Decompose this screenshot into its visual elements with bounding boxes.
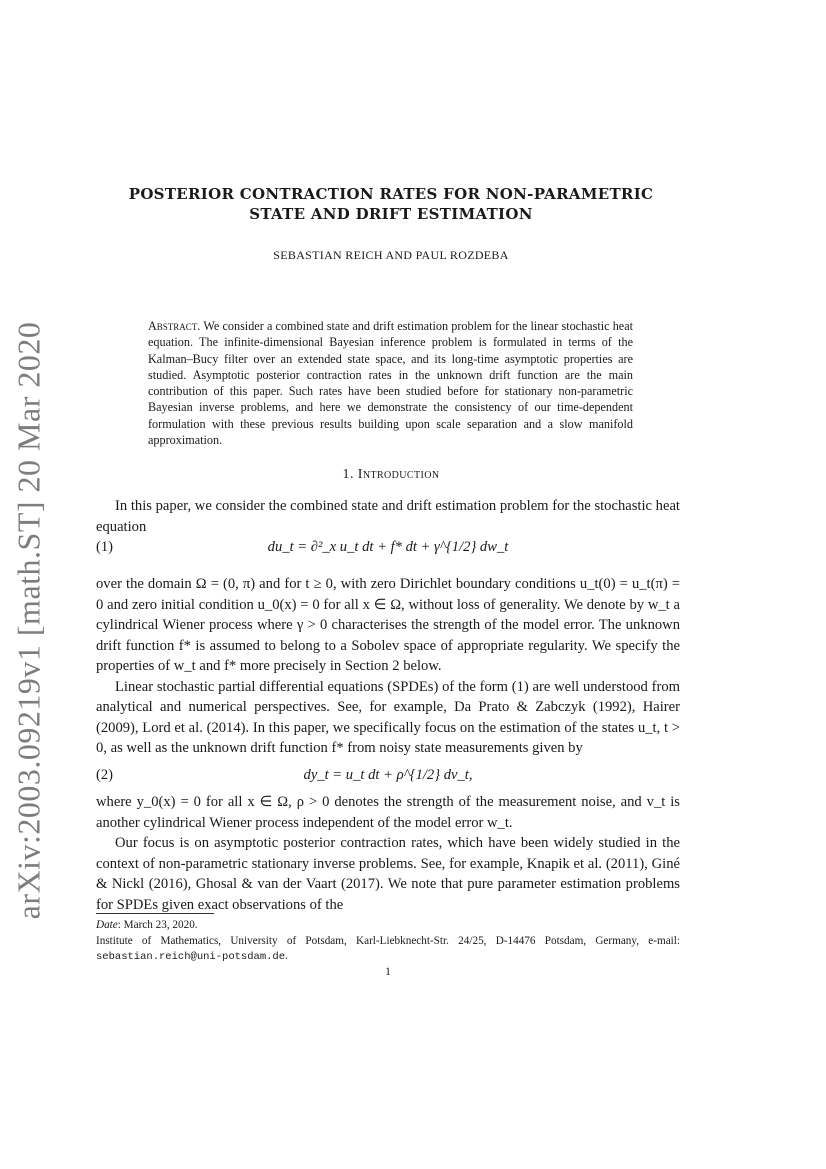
equation-1	[96, 539, 680, 561]
footnote-date	[96, 918, 680, 934]
equation-1-body: du_t = ∂²_x u_t dt + f* dt + γ^{1/2} dw_t	[267, 539, 509, 555]
email-end: .	[285, 950, 288, 962]
footnote	[96, 918, 680, 966]
abstract-text: We consider a combined state and drift estimation problem for the linear stochastic heat equation. The infinite-dimensional Bayesian inference problem is formulated in terms of the Kalman–Bucy filter over an extended state space, and its long-time asymptotic properties are studied. Asymptotic posterior contraction rates in the unknown drift function are the main contribution of this paper. Such rates have been studied before for stationary non-parametric Bayesian inverse problems, and here we demonstrate the consistency of our time-dependent formulation with these previous results building upon scale separation and a slow manifold approximation.	[148, 319, 634, 448]
equation-2	[96, 767, 680, 789]
intro-paragraph-2: over the domain Ω = (0, π) and for t ≥ 0, with zero Dirichlet boundary conditions u_t(0) = u_t(π) = 0 and zero initial condition u_0(x) = 0 for all x ∈ Ω, without loss of generality. We denote by w_t a cylindrical Wiener process where γ > 0 characterises the strength of the model error. The unknown drift function f* is assumed to belong to a Sobolev space of appropriate regularity. We specify the properties of w_t and f* more precisely in Section 2 below.	[96, 576, 680, 674]
authors: SEBASTIAN REICH AND PAUL ROZDEBA	[273, 248, 509, 262]
affiliation-text: Institute of Mathematics, University of Potsdam, Karl-Liebknecht-Str. 24/25, D-14476 Potsdam, Germany, e-mail:	[96, 934, 680, 947]
page-number: 1	[385, 966, 391, 978]
intro-paragraph-5: Our focus is on asymptotic posterior contraction rates, which have been widely studied in the context of non-parametric stationary inverse problems. See, for example, Knapik et al. (2011), Giné & Nickl (2016), Ghosal & van der Vaart (2017). We note that pure parameter estimation problems for SPDEs given exact observations of the	[96, 835, 680, 913]
equation-2-body: dy_t = u_t dt + ρ^{1/2} dv_t,	[303, 767, 473, 783]
abstract-label: Abstract.	[148, 319, 201, 333]
title-line-2: STATE AND DRIFT ESTIMATION	[249, 205, 533, 223]
equation-1-number: (1)	[96, 539, 114, 555]
equation-2-number: (2)	[96, 767, 114, 783]
footnote-affiliation	[96, 934, 680, 966]
arxiv-stamp: arXiv:2003.09219v1 [math.ST] 20 Mar 2020	[10, 321, 47, 919]
abstract	[148, 318, 633, 448]
intro-paragraph-3: Linear stochastic partial differential equations (SPDEs) of the form (1) are well understood from analytical and numerical perspectives. See, for example, Da Prato & Zabczyk (1992), Hairer (2009), Lord et al. (2014). In this paper, we specifically focus on the estimation of the states u_t, t > 0, as well as the unknown drift function f* from noisy state measurements given by	[96, 678, 680, 756]
section-heading	[96, 467, 686, 483]
intro-paragraph-1: In this paper, we consider the combined state and drift estimation problem for the stochastic heat equation	[96, 498, 680, 535]
section-title: Introduction	[357, 467, 440, 482]
intro-paragraphs-2-3-block	[96, 574, 680, 759]
section-number: 1.	[342, 467, 354, 482]
intro-paragraph-4: where y_0(x) = 0 for all x ∈ Ω, ρ > 0 denotes the strength of the measurement noise, and v_t is another cylindrical Wiener process independent of the model error w_t.	[96, 794, 680, 831]
intro-paragraphs-4-5-block	[96, 792, 680, 915]
intro-paragraph-1-block	[96, 496, 680, 537]
email-link[interactable]: sebastian.reich@uni-potsdam.de	[96, 951, 286, 963]
date-value: : March 23, 2020.	[117, 919, 198, 931]
title-line-1: POSTERIOR CONTRACTION RATES FOR NON-PARAMETRIC	[128, 185, 654, 203]
date-label: Date	[96, 919, 118, 931]
paper-title	[96, 184, 686, 224]
footnote-rule	[96, 913, 214, 914]
